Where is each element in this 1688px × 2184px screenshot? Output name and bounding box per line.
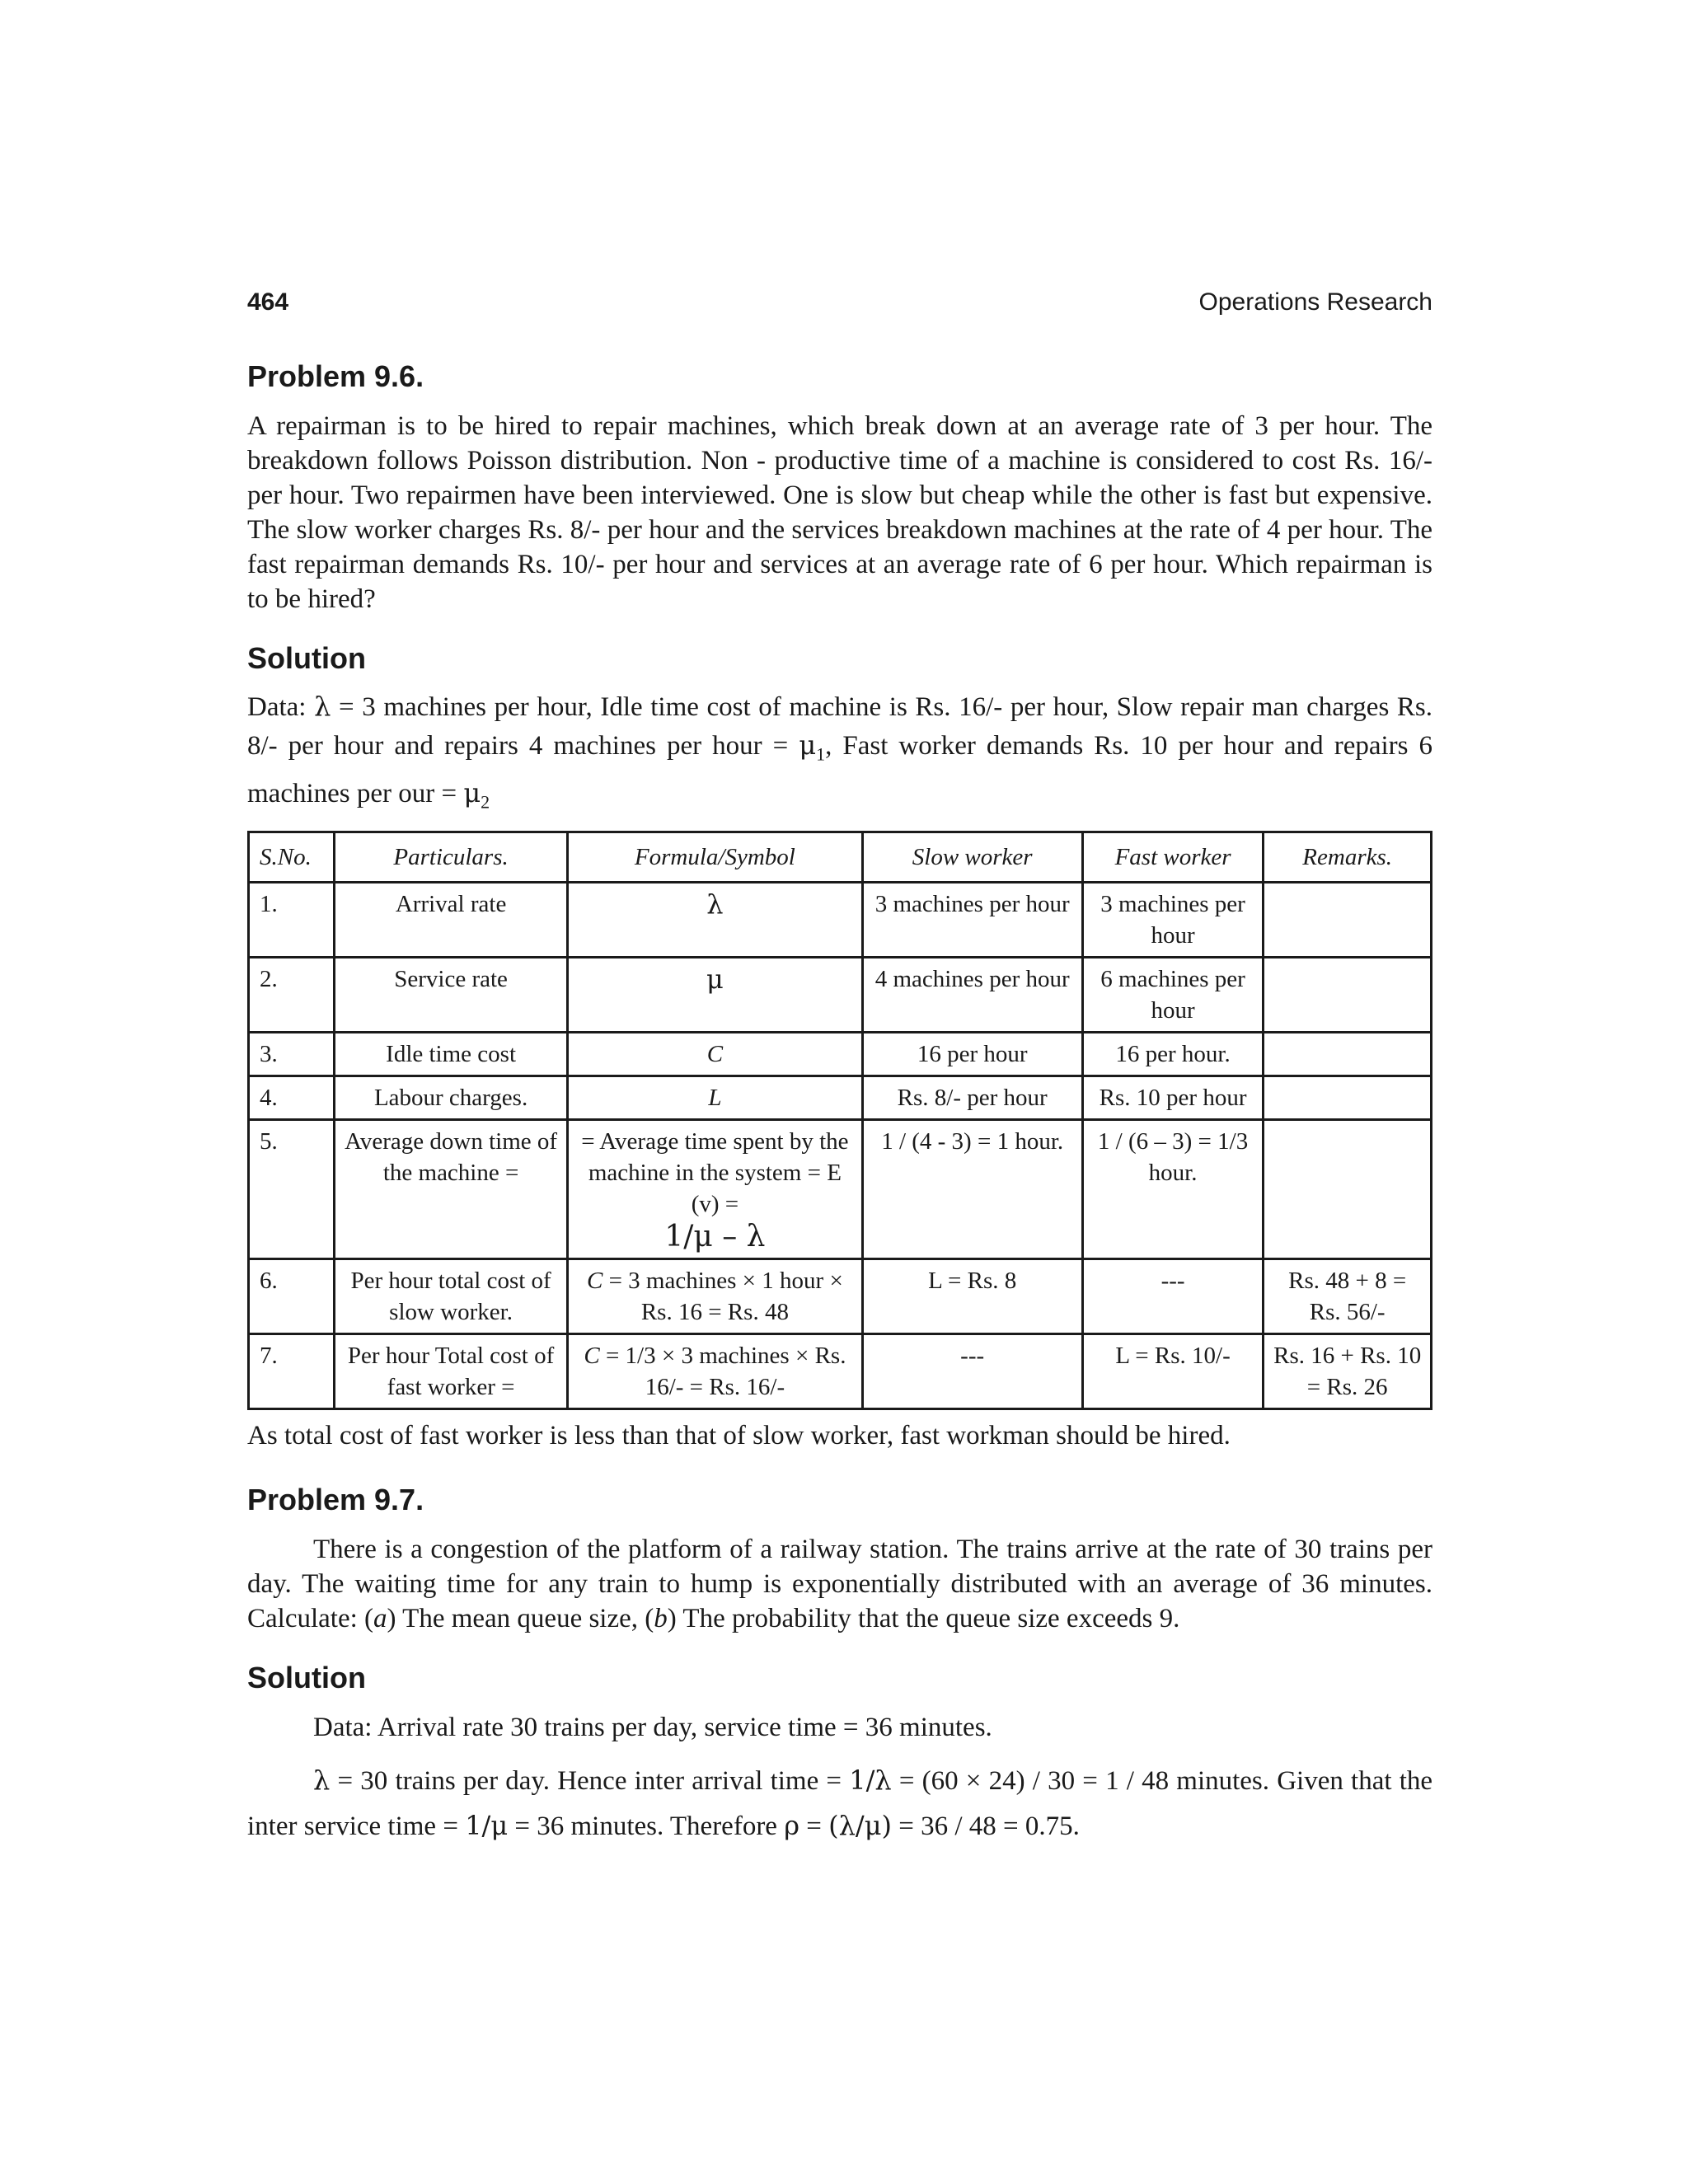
item-a-letter: a (373, 1604, 387, 1634)
col-header-fast-worker: Fast worker (1082, 832, 1264, 883)
cell-particulars: Idle time cost (334, 1033, 567, 1076)
problem-9-7-text-b: ) The mean queue size, ( (387, 1604, 654, 1634)
problem-9-7-heading: Problem 9.7. (247, 1483, 424, 1517)
cell-fast: 16 per hour. (1082, 1033, 1264, 1076)
solution-2-text-d: = 36 / 48 = 0.75. (898, 1811, 1080, 1842)
cell-sno: 7. (249, 1334, 335, 1409)
cell-formula (568, 1334, 862, 1409)
cell-slow: --- (862, 1334, 1082, 1409)
cell-formula (568, 1259, 862, 1334)
cell-formula (568, 1120, 862, 1259)
cell-fast: Rs. 10 per hour (1082, 1076, 1264, 1120)
problem-9-7-text-c: ) The probability that the queue size exceeds 9. (667, 1604, 1180, 1634)
cell-sno: 4. (249, 1076, 335, 1120)
item-b-letter: b (654, 1604, 668, 1634)
formula-c-symbol: C (586, 1268, 603, 1295)
cell-particulars: Per hour Total cost of fast worker = (334, 1334, 567, 1409)
cell-remarks (1264, 1120, 1432, 1259)
cell-remarks (1264, 883, 1432, 958)
table-row (249, 1120, 1432, 1259)
page (247, 288, 1432, 1849)
formula-expression: 1/μ – λ (664, 1220, 766, 1254)
data-label: Data: (247, 692, 307, 722)
table-header-row (249, 832, 1432, 883)
mu-symbol-2: μ (463, 776, 481, 808)
cell-slow: Rs. 8/- per hour (862, 1076, 1082, 1120)
mu-subscript-1: 1 (816, 743, 826, 765)
cell-particulars: Average down time of the machine = (334, 1120, 567, 1259)
table-row (249, 1334, 1432, 1409)
lambda-symbol: λ (313, 1765, 331, 1797)
cell-remarks (1264, 958, 1432, 1033)
col-header-formula: Formula/Symbol (568, 832, 862, 883)
cell-fast: 6 machines per hour (1082, 958, 1264, 1033)
problem-9-6-heading: Problem 9.6. (247, 359, 424, 393)
equals-sign: = (806, 1811, 822, 1842)
page-number: 464 (247, 288, 289, 316)
inter-service-formula: 1/μ (465, 1810, 509, 1842)
data-text-2: , Fast worker demands Rs. 10 per hour and repairs 6 machines per our = (247, 731, 1433, 808)
table-row (249, 1033, 1432, 1076)
problem-9-7-text (247, 1532, 1432, 1636)
table-row (249, 883, 1432, 958)
cell-particulars: Arrival rate (334, 883, 567, 958)
cell-slow: 16 per hour (862, 1033, 1082, 1076)
cell-fast: --- (1082, 1259, 1264, 1334)
comparison-table (247, 831, 1432, 1410)
cell-fast: 1 / (6 – 3) = 1/3 hour. (1082, 1120, 1264, 1259)
cell-slow: 3 machines per hour (862, 883, 1082, 958)
solution-2-line-1: Data: Arrival rate 30 trains per day, service time = 36 minutes. (313, 1713, 992, 1743)
table-row (249, 1259, 1432, 1334)
problem-9-7-text-a: There is a congestion of the platform of a railway station. The trains arrive at the rate of 30 trains per day. The waiting time for any train to hump is exponentially distributed with an average of 36 minutes. Calculate: ( (247, 1535, 1432, 1634)
rho-symbol: ρ (784, 1810, 800, 1842)
solution-2-text-c: = 36 minutes. Therefore (514, 1811, 777, 1842)
cell-particulars: Per hour total cost of slow worker. (334, 1259, 567, 1334)
cell-sno: 1. (249, 883, 335, 958)
cell-remarks: Rs. 48 + 8 = Rs. 56/- (1264, 1259, 1432, 1334)
rho-formula: (λ/μ) (828, 1810, 892, 1842)
cell-sno: 2. (249, 958, 335, 1033)
running-head (247, 288, 1432, 330)
col-header-remarks: Remarks. (1264, 832, 1432, 883)
cell-slow: 4 machines per hour (862, 958, 1082, 1033)
cell-formula: L (568, 1076, 862, 1120)
cell-fast: 3 machines per hour (1082, 883, 1264, 958)
formula-text: = 3 machines × 1 hour × Rs. 16 = Rs. 48 (603, 1268, 843, 1326)
cell-sno: 5. (249, 1120, 335, 1259)
formula-text: = 1/3 × 3 machines × Rs. 16/- = Rs. 16/- (599, 1343, 846, 1401)
book-title: Operations Research (1198, 288, 1432, 316)
cell-particulars: Labour charges. (334, 1076, 567, 1120)
cell-formula: C (568, 1033, 862, 1076)
inter-arrival-formula: 1/λ (849, 1765, 892, 1797)
table-row (249, 1076, 1432, 1120)
cell-remarks (1264, 1076, 1432, 1120)
conclusion-text: As total cost of fast worker is less than that of slow worker, fast workman should be hired. (247, 1421, 1231, 1451)
cell-formula: λ (568, 883, 862, 958)
mu-symbol: μ (799, 729, 817, 761)
cell-remarks: Rs. 16 + Rs. 10 = Rs. 26 (1264, 1334, 1432, 1409)
cell-particulars: Service rate (334, 958, 567, 1033)
col-header-particulars: Particulars. (334, 832, 567, 883)
cell-sno: 3. (249, 1033, 335, 1076)
formula-c-symbol: C (584, 1343, 600, 1370)
cell-slow: 1 / (4 - 3) = 1 hour. (862, 1120, 1082, 1259)
solution-data-paragraph (247, 687, 1432, 821)
cell-remarks (1264, 1033, 1432, 1076)
table-row (249, 958, 1432, 1033)
problem-9-6-text: A repairman is to be hired to repair machines, which break down at an average rate of 3 per hour. The breakdown follows Poisson distribution. Non - productive time of a machine is considered to cost Rs. 16/- per hour. Two repairmen have been interviewed. One is slow but cheap while the other is fast but expensive. The slow worker charges Rs. 8/- per hour and the services breakdown machines at the rate of 4 per hour. The fast repairman demands Rs. 10/- per hour and services at an average rate of 6 per hour. Which repairman is to be hired? (247, 411, 1432, 614)
solution-2-heading: Solution (247, 1661, 366, 1695)
cell-slow: L = Rs. 8 (862, 1259, 1082, 1334)
cell-fast: L = Rs. 10/- (1082, 1334, 1264, 1409)
formula-text: = Average time spent by the machine in the system = E (v) = (581, 1128, 849, 1218)
solution-2-text-a: = 30 trains per day. Hence inter arrival time = (337, 1766, 842, 1797)
cell-sno: 6. (249, 1259, 335, 1334)
lambda-symbol: λ (314, 691, 331, 722)
mu-subscript-2: 2 (481, 791, 490, 813)
col-header-slow-worker: Slow worker (862, 832, 1082, 883)
solution-2-text-b: = (60 × 24) / 30 = 1 / 48 minutes. Given that the inter service time = (247, 1766, 1433, 1842)
data-text-1: = 3 machines per hour, Idle time cost of machine is Rs. 16/- per hour, Slow repair man charges Rs. 8/- per hour and repairs 4 machines per hour = (247, 692, 1433, 761)
solution-2-paragraph (247, 1758, 1432, 1849)
cell-formula: μ (568, 958, 862, 1033)
solution-heading: Solution (247, 641, 366, 675)
col-header-sno: S.No. (249, 832, 335, 883)
